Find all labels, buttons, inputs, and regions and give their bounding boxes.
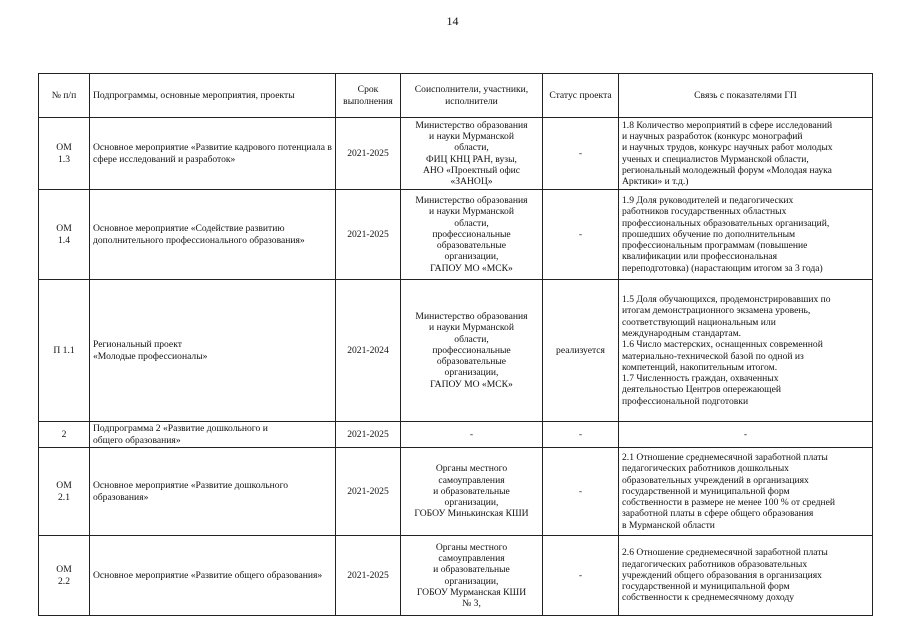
header-name: Подпрограммы, основные мероприятия, проекты — [90, 74, 336, 118]
row-num: П 1.1 — [39, 280, 90, 422]
row-status: - — [543, 422, 619, 448]
row-num: 2 — [39, 422, 90, 448]
header-link: Связь с показателями ГП — [619, 74, 873, 118]
table-header-row — [39, 74, 873, 118]
row-status: - — [543, 536, 619, 616]
row-participants: Министерство образования и науки Мурманской области, профессиональные образовательные организации, ГАПОУ МО «МСК» — [401, 190, 543, 280]
row-link: 1.9 Доля руководителей и педагогических работников государственных областных профессиональных образовательных организаций, прошедших обучение по дополнительным профессиональным программам (повышение квалификации или профессиональная переподготовка) (нарастающим итогом за 3 года) — [619, 190, 873, 280]
row-num: ОМ 2.1 — [39, 448, 90, 536]
table-row — [39, 190, 873, 280]
header-status: Статус проекта — [543, 74, 619, 118]
row-term: 2021-2024 — [336, 280, 401, 422]
header-num: № п/п — [39, 74, 90, 118]
row-link: 1.8 Количество мероприятий в сфере исследований и научных разработок (конкурс монографий и научных трудов, конкурс научных работ молодых ученых и специалистов Мурманской области, региональный молодежный форум «Молодая наука Арктики» и т.д.) — [619, 118, 873, 190]
header-term: Срок выполнения — [336, 74, 401, 118]
row-participants: Министерство образования и науки Мурманской области, ФИЦ КНЦ РАН, вузы, АНО «Проектный офис «ЗАНОЦ» — [401, 118, 543, 190]
row-num: ОМ 2.2 — [39, 536, 90, 616]
table-row — [39, 536, 873, 616]
row-name: Основное мероприятие «Содействие развитию дополнительного профессионального образования» — [90, 190, 336, 280]
row-name: Основное мероприятие «Развитие дошкольного образования» — [90, 448, 336, 536]
header-participants: Соисполнители, участники, исполнители — [401, 74, 543, 118]
row-name: Подпрограмма 2 «Развитие дошкольного и общего образования» — [90, 422, 336, 448]
row-status: - — [543, 448, 619, 536]
row-term: 2021-2025 — [336, 448, 401, 536]
row-status: - — [543, 190, 619, 280]
row-name: Региональный проект «Молодые профессионалы» — [90, 280, 336, 422]
row-participants: Органы местного самоуправления и образовательные организации, ГОБОУ Мурманская КШИ № 3, — [401, 536, 543, 616]
row-participants: Министерство образования и науки Мурманской области, профессиональные образовательные организации, ГАПОУ МО «МСК» — [401, 280, 543, 422]
row-link: 1.5 Доля обучающихся, продемонстрировавших по итогам демонстрационного экзамена уровень, соответствующий национальным или международным стандартам. 1.6 Число мастерских, оснащенных современной материально-технической базой по одной из компетенций, накопительным итогом. 1.7 Численность граждан, охваченных деятельностью Центров опережающей профессиональной подготовки — [619, 280, 873, 422]
page-number: 14 — [446, 14, 459, 28]
row-term: 2021-2025 — [336, 536, 401, 616]
row-name: Основное мероприятие «Развитие кадрового потенциала в сфере исследований и разработок» — [90, 118, 336, 190]
row-link: 2.6 Отношение среднемесячной заработной платы педагогических работников образовательных учреждений общего образования в организациях государственной и муниципальной форм собственности к среднемесячному доходу — [619, 536, 873, 616]
table-row — [39, 118, 873, 190]
row-num: ОМ 1.3 — [39, 118, 90, 190]
row-term: 2021-2025 — [336, 190, 401, 280]
row-term: 2021-2025 — [336, 118, 401, 190]
row-term: 2021-2025 — [336, 422, 401, 448]
measures-table — [38, 73, 873, 616]
table-row — [39, 448, 873, 536]
row-link: - — [619, 422, 873, 448]
row-status: реализуется — [543, 280, 619, 422]
row-name: Основное мероприятие «Развитие общего образования» — [90, 536, 336, 616]
table-row — [39, 280, 873, 422]
row-num: ОМ 1.4 — [39, 190, 90, 280]
row-participants: Органы местного самоуправления и образовательные организации, ГОБОУ Минькинская КШИ — [401, 448, 543, 536]
row-link: 2.1 Отношение среднемесячной заработной платы педагогических работников дошкольных образовательных учреждений в организациях государственной и муниципальной форм собственности в размере не менее 100 % от средней заработной платы в сфере общего образования в Мурманской области — [619, 448, 873, 536]
row-status: - — [543, 118, 619, 190]
row-participants: - — [401, 422, 543, 448]
table-row — [39, 422, 873, 448]
